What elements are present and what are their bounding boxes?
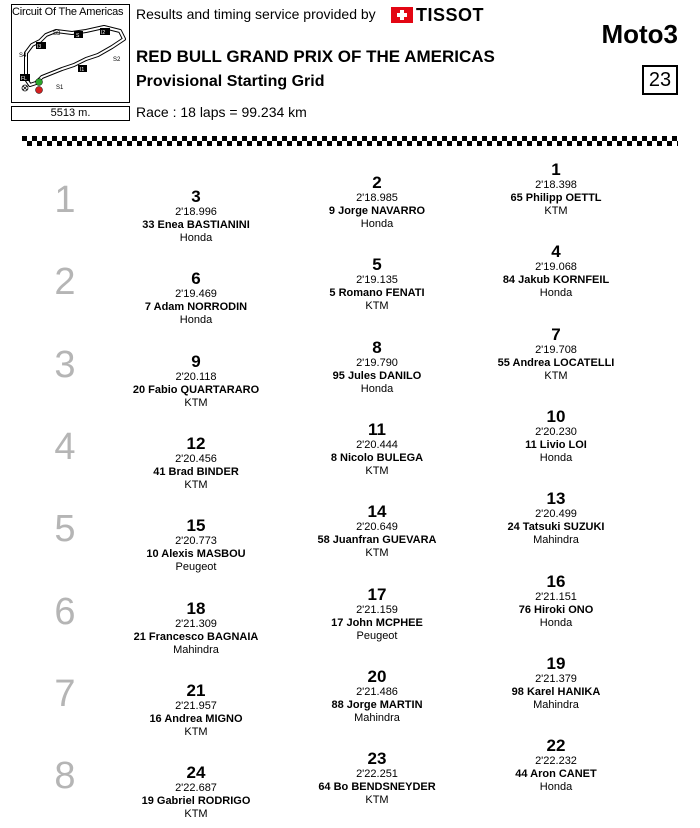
rider-name: 19 Gabriel RODRIGO bbox=[141, 795, 251, 807]
grid-row-number: 1 bbox=[54, 179, 76, 221]
rider-team: Honda bbox=[179, 232, 213, 244]
grid-position: 17 bbox=[367, 585, 387, 604]
qualifying-time: 2'22.251 bbox=[356, 768, 398, 780]
grid-position: 21 bbox=[186, 681, 206, 700]
grid-slot bbox=[106, 600, 286, 657]
grid-position: 7 bbox=[551, 325, 561, 344]
grid-slot bbox=[287, 668, 467, 725]
track-start-green-dot bbox=[36, 79, 43, 86]
qualifying-time: 2'18.398 bbox=[535, 179, 577, 191]
qualifying-time: 2'19.469 bbox=[175, 288, 217, 300]
grid-slot bbox=[287, 256, 467, 313]
grid-slot bbox=[106, 353, 286, 410]
qualifying-time: 2'19.708 bbox=[535, 344, 577, 356]
track-label-s3: S3 bbox=[53, 31, 61, 37]
track-label-s1: S1 bbox=[56, 85, 64, 91]
rider-team: KTM bbox=[184, 479, 208, 491]
grid-slot bbox=[466, 408, 646, 465]
rider-team: Honda bbox=[360, 383, 394, 395]
qualifying-time: 2'21.151 bbox=[535, 591, 577, 603]
grid-slot bbox=[106, 517, 286, 574]
grid-position: 11 bbox=[368, 420, 386, 439]
grid-position: 1 bbox=[551, 160, 561, 179]
grid-slot bbox=[106, 188, 286, 245]
rider-name: 84 Jakub KORNFEIL bbox=[502, 274, 610, 286]
rider-team: KTM bbox=[184, 397, 208, 409]
rider-team: KTM bbox=[184, 808, 208, 820]
grid-slot bbox=[466, 573, 646, 630]
grid-position: 22 bbox=[546, 736, 566, 755]
grid-slot bbox=[287, 586, 467, 643]
session-title: Provisional Starting Grid bbox=[136, 73, 325, 90]
circuit-length: 5513 m. bbox=[11, 106, 130, 121]
qualifying-time: 2'20.118 bbox=[175, 371, 217, 383]
rider-team: KTM bbox=[365, 465, 389, 477]
rider-team: Honda bbox=[539, 452, 573, 464]
rider-name: 44 Aron CANET bbox=[515, 768, 597, 780]
grid-slot bbox=[106, 435, 286, 492]
grid-row-number: 7 bbox=[54, 673, 76, 715]
rider-name: 16 Andrea MIGNO bbox=[149, 713, 243, 725]
rider-name: 5 Romano FENATI bbox=[329, 287, 425, 299]
grid-row-number: 3 bbox=[54, 344, 76, 386]
track-label-s2: S2 bbox=[113, 57, 121, 63]
rider-name: 33 Enea BASTIANINI bbox=[142, 219, 250, 231]
qualifying-time: 2'21.379 bbox=[535, 673, 577, 685]
rider-name: 64 Bo BENDSNEYDER bbox=[318, 781, 436, 793]
rider-name: 65 Philipp OETTL bbox=[510, 192, 602, 204]
rider-team: KTM bbox=[184, 726, 208, 738]
rider-team: Mahindra bbox=[533, 699, 579, 711]
qualifying-time: 2'21.486 bbox=[356, 686, 398, 698]
rider-name: 58 Juanfran GUEVARA bbox=[317, 534, 437, 546]
grid-position: 2 bbox=[372, 173, 382, 192]
race-info: Race : 18 laps = 99.234 km bbox=[136, 104, 307, 120]
rider-name: 95 Jules DANILO bbox=[332, 370, 422, 382]
grid-position: 14 bbox=[367, 502, 387, 521]
swiss-cross-icon bbox=[391, 7, 413, 23]
qualifying-time: 2'20.649 bbox=[356, 521, 398, 533]
circuit-map-box bbox=[11, 4, 130, 103]
grid-row-number: 4 bbox=[54, 426, 76, 468]
grid-position: 8 bbox=[372, 338, 382, 357]
qualifying-time: 2'19.790 bbox=[356, 357, 398, 369]
grid-slot bbox=[106, 682, 286, 739]
grid-position: 12 bbox=[186, 434, 206, 453]
qualifying-time: 2'21.957 bbox=[175, 700, 217, 712]
qualifying-time: 2'22.232 bbox=[535, 755, 577, 767]
grid-row-number: 2 bbox=[54, 261, 76, 303]
rider-name: 8 Nicolo BULEGA bbox=[330, 452, 424, 464]
rider-team: Honda bbox=[179, 314, 213, 326]
rider-team: KTM bbox=[365, 547, 389, 559]
grid-position: 23 bbox=[367, 749, 387, 768]
grid-slot bbox=[466, 490, 646, 547]
rider-name: 11 Livio LOI bbox=[525, 439, 587, 451]
rider-team: Honda bbox=[360, 218, 394, 230]
grid-slot bbox=[466, 737, 646, 794]
grid-position: 5 bbox=[372, 255, 382, 274]
grid-position: 18 bbox=[186, 599, 206, 618]
rider-team: KTM bbox=[365, 300, 389, 312]
rider-team: Mahindra bbox=[173, 644, 219, 656]
grid-slot bbox=[466, 243, 646, 300]
grid-position: 10 bbox=[546, 407, 566, 426]
grid-slot bbox=[287, 503, 467, 560]
grid-slot bbox=[466, 655, 646, 712]
circuit-name: Circuit Of The Americas bbox=[12, 6, 124, 18]
rider-name: 9 Jorge NAVARRO bbox=[328, 205, 426, 217]
grid-slot bbox=[287, 750, 467, 807]
qualifying-time: 2'20.444 bbox=[356, 439, 398, 451]
rider-team: Peugeot bbox=[356, 630, 398, 642]
rider-name: 24 Tatsuki SUZUKI bbox=[507, 521, 605, 533]
tissot-logo bbox=[391, 6, 484, 24]
tissot-wordmark: TISSOT bbox=[416, 5, 485, 25]
rider-team: Mahindra bbox=[533, 534, 579, 546]
track-label-i3: I3 bbox=[37, 44, 42, 50]
rider-name: 76 Hiroki ONO bbox=[518, 604, 594, 616]
rider-team: Peugeot bbox=[175, 561, 217, 573]
qualifying-time: 2'20.456 bbox=[175, 453, 217, 465]
rider-name: 20 Fabio QUARTARARO bbox=[132, 384, 260, 396]
qualifying-time: 2'19.068 bbox=[535, 261, 577, 273]
qualifying-time: 2'18.985 bbox=[356, 192, 398, 204]
track-label-i2: I2 bbox=[101, 30, 106, 36]
rider-name: 41 Brad BINDER bbox=[153, 466, 239, 478]
grid-position: 3 bbox=[191, 187, 201, 206]
qualifying-time: 2'19.135 bbox=[356, 274, 398, 286]
circuit-map-icon bbox=[12, 5, 130, 103]
grid-slot bbox=[287, 174, 467, 231]
track-label-i1: I1 bbox=[80, 67, 85, 73]
grid-position: 13 bbox=[546, 489, 566, 508]
qualifying-time: 2'20.773 bbox=[175, 535, 217, 547]
grid-row-number: 6 bbox=[54, 591, 76, 633]
track-label-fl: FL bbox=[21, 76, 27, 82]
rider-team: KTM bbox=[365, 794, 389, 806]
qualifying-time: 2'21.159 bbox=[356, 604, 398, 616]
rider-team: Honda bbox=[539, 287, 573, 299]
rider-name: 55 Andrea LOCATELLI bbox=[497, 357, 615, 369]
qualifying-time: 2'20.499 bbox=[535, 508, 577, 520]
grid-position: 16 bbox=[546, 572, 566, 591]
grid-position: 19 bbox=[546, 654, 566, 673]
category-label: Moto3 bbox=[601, 19, 678, 49]
grid-slot bbox=[106, 764, 286, 821]
qualifying-time: 2'18.996 bbox=[175, 206, 217, 218]
grid-row-number: 8 bbox=[54, 755, 76, 797]
rider-name: 98 Karel HANIKA bbox=[511, 686, 601, 698]
provider-text: Results and timing service provided by bbox=[136, 6, 376, 22]
page-number: 23 bbox=[642, 65, 678, 95]
rider-name: 17 John MCPHEE bbox=[331, 617, 423, 629]
rider-team: Honda bbox=[539, 781, 573, 793]
grid-position: 20 bbox=[367, 667, 387, 686]
grid-position: 15 bbox=[186, 516, 206, 535]
rider-name: 7 Adam NORRODIN bbox=[144, 301, 248, 313]
rider-name: 10 Alexis MASBOU bbox=[146, 548, 246, 560]
event-title: RED BULL GRAND PRIX OF THE AMERICAS bbox=[136, 47, 495, 66]
rider-team: Honda bbox=[539, 617, 573, 629]
grid-position: 9 bbox=[191, 352, 201, 371]
rider-name: 21 Francesco BAGNAIA bbox=[133, 631, 259, 643]
grid-slot bbox=[106, 270, 286, 327]
grid-position: 24 bbox=[186, 763, 206, 782]
track-label-s: S bbox=[76, 33, 80, 39]
qualifying-time: 2'21.309 bbox=[175, 618, 217, 630]
qualifying-time: 2'20.230 bbox=[535, 426, 577, 438]
qualifying-time: 2'22.687 bbox=[175, 782, 217, 794]
rider-name: 88 Jorge MARTIN bbox=[331, 699, 423, 711]
grid-slot bbox=[287, 339, 467, 396]
grid-slot bbox=[287, 421, 467, 478]
grid-position: 4 bbox=[551, 242, 561, 261]
grid-slot bbox=[466, 161, 646, 218]
checkered-divider bbox=[22, 136, 678, 146]
rider-team: KTM bbox=[544, 370, 568, 382]
track-finish-red-dot bbox=[36, 87, 43, 94]
track-label-s4: S4 bbox=[19, 53, 27, 59]
grid-position: 6 bbox=[191, 269, 201, 288]
grid-slot bbox=[466, 326, 646, 383]
rider-team: Mahindra bbox=[354, 712, 400, 724]
rider-team: KTM bbox=[544, 205, 568, 217]
grid-row-number: 5 bbox=[54, 508, 76, 550]
